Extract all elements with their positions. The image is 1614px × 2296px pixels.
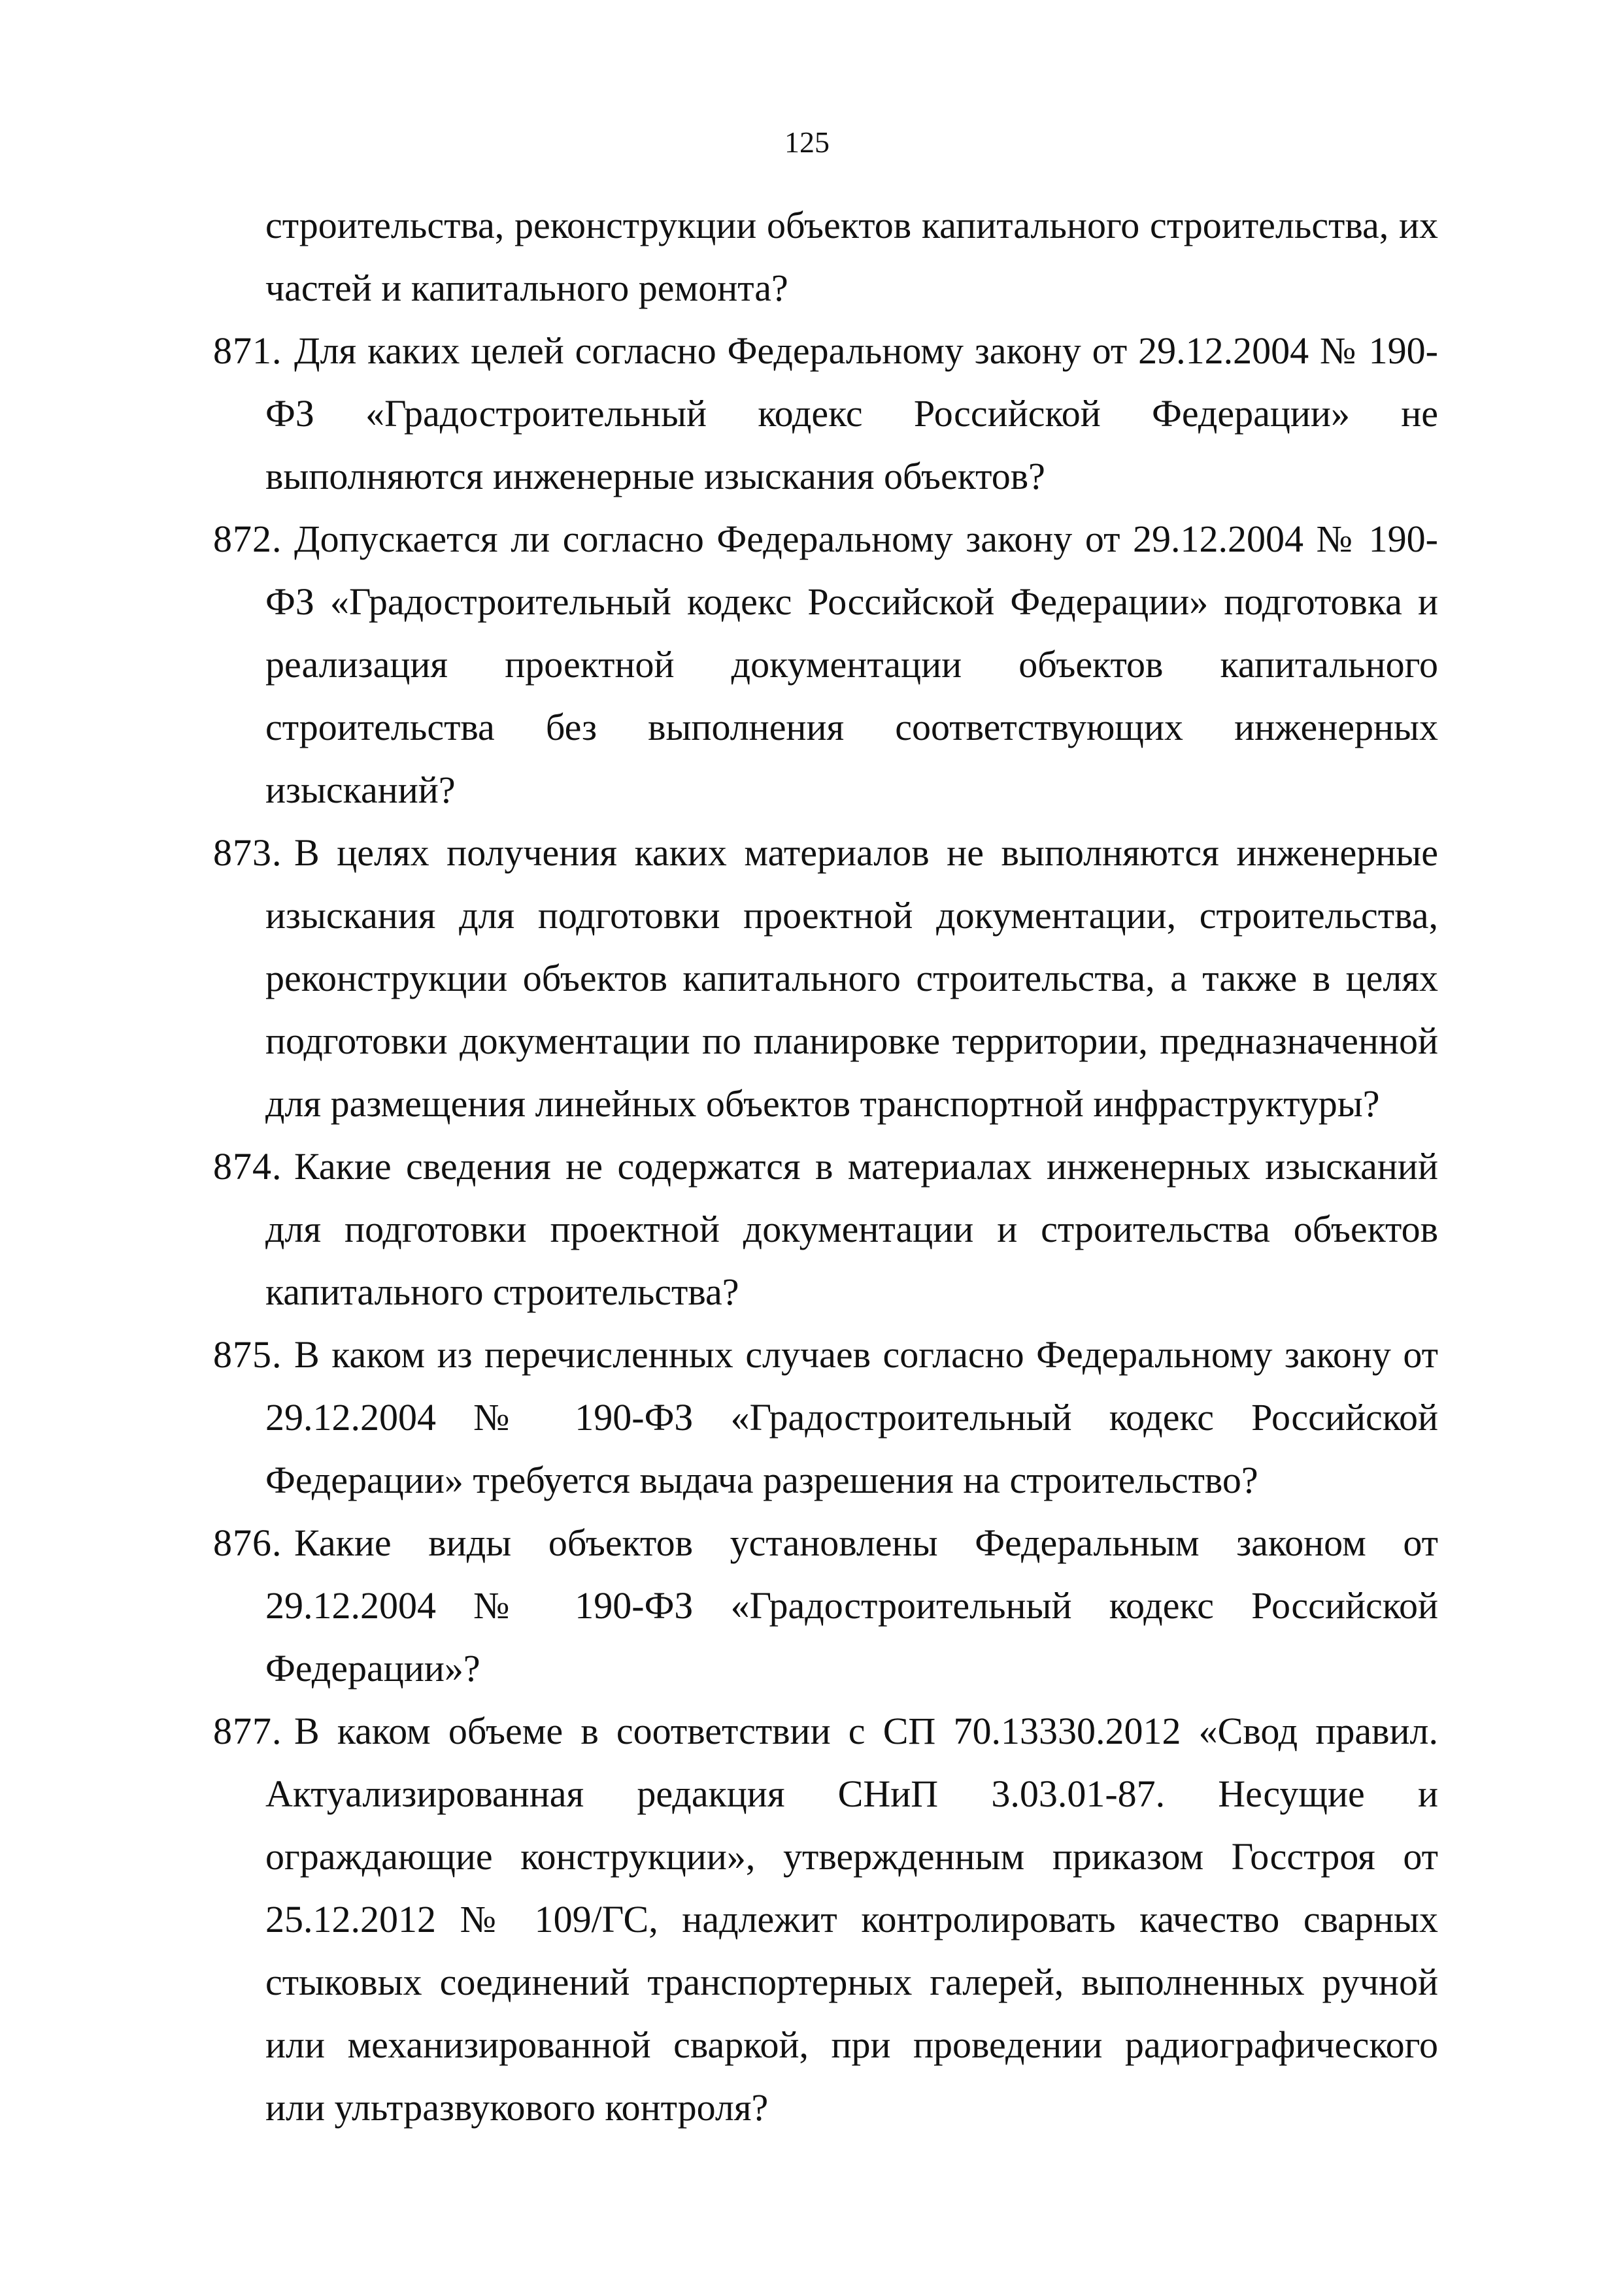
question-number: 873.: [213, 831, 282, 874]
question-item-876: [213, 1512, 1438, 1700]
question-number: 876.: [213, 1522, 282, 1564]
question-item-877: [213, 1700, 1438, 2139]
document-body: [213, 194, 1438, 2139]
question-number: 872.: [213, 518, 282, 560]
question-number: 874.: [213, 1145, 282, 1188]
page-number: 125: [784, 125, 830, 159]
question-item-872: [213, 508, 1438, 822]
question-text: В целях получения каких материалов не выполняются инженерные изыскания для подготовки проектной документации, строительства, реконструкции объектов капитального строительства, а также в целях подготовки документации по планировке территории, предназначенной для размещения линейных объектов транспортной инфраструктуры?: [265, 831, 1438, 1125]
continued-question-text: строительства, реконструкции объектов капитального строительства, их частей и капитального ремонта?: [265, 204, 1438, 309]
question-text: В каком объеме в соответствии с СП 70.13330.2012 «Свод правил. Актуализированная редакция СНиП 3.03.01-87. Несущие и ограждающие конструкции», утвержденным приказом Госстроя от 25.12.2012 № 109/ГС, надлежит контролировать качество сварных стыковых соединений транспортерных галерей, выполненных ручной или механизированной сваркой, при проведении радиографического или ультразвукового контроля?: [265, 1710, 1438, 2129]
question-number: 875.: [213, 1333, 282, 1376]
question-number: 871.: [213, 329, 282, 372]
question-item-874: [213, 1135, 1438, 1323]
question-text: Какие виды объектов установлены Федеральным законом от 29.12.2004 № 190-ФЗ «Градостроительный кодекс Российской Федерации»?: [265, 1522, 1438, 1689]
question-text: Для каких целей согласно Федеральному закону от 29.12.2004 № 190-ФЗ «Градостроительный кодекс Российской Федерации» не выполняются инженерные изыскания объектов?: [265, 329, 1438, 497]
question-item-875: [213, 1323, 1438, 1512]
question-item-873: [213, 822, 1438, 1135]
question-text: Допускается ли согласно Федеральному закону от 29.12.2004 № 190-ФЗ «Градостроительный кодекс Российской Федерации» подготовка и реализация проектной документации объектов капитального строительства без выполнения соответствующих инженерных изысканий?: [265, 518, 1438, 811]
question-number: 877.: [213, 1710, 282, 1752]
question-item-871: [213, 320, 1438, 508]
question-text: Какие сведения не содержатся в материалах инженерных изысканий для подготовки проектной документации и строительства объектов капитального строительства?: [265, 1145, 1438, 1313]
question-text: В каком из перечисленных случаев согласно Федеральному закону от 29.12.2004 № 190-ФЗ «Градостроительный кодекс Российской Федерации» требуется выдача разрешения на строительство?: [265, 1333, 1438, 1501]
